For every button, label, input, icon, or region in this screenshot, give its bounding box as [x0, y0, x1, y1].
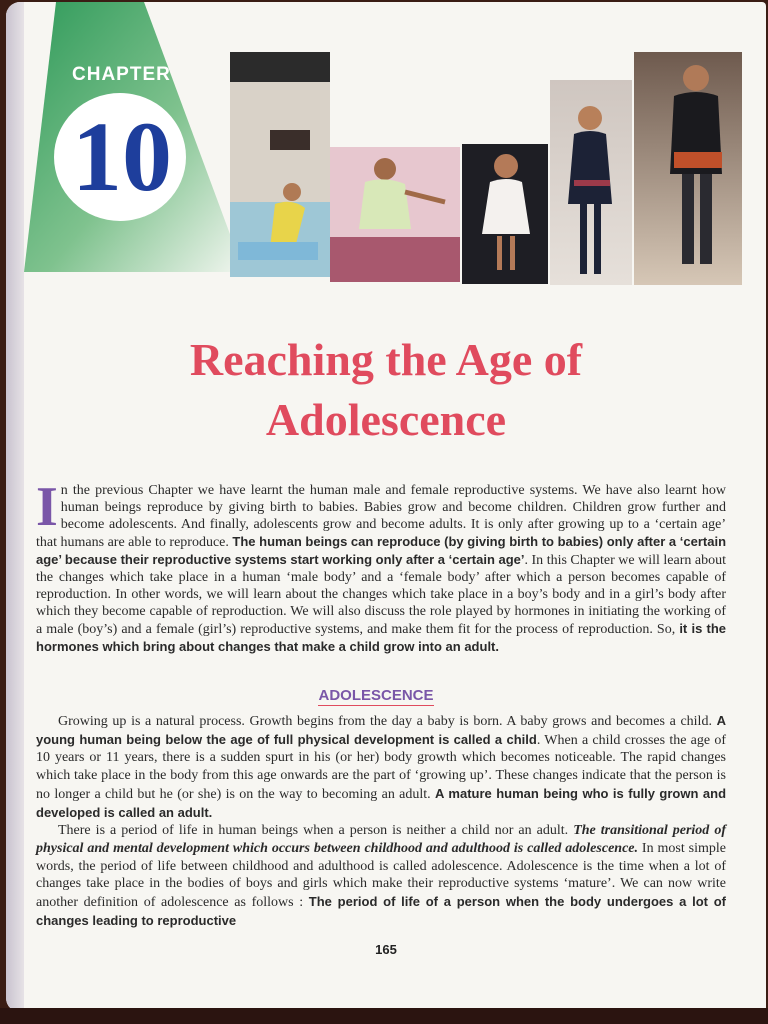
intro-paragraph: [36, 476, 727, 656]
intro-bold-1: The human beings can reproduce (by giving birth to babies) only after a ‘certain age’ because their reproductive systems start working only after a ‘certain age’: [36, 534, 727, 567]
intro-bold-2: it is the hormones which bring about changes that make a child grow into an adult.: [36, 621, 726, 654]
photo-young-girl: [462, 144, 548, 284]
photo-toddler: [330, 147, 460, 282]
chapter-number: 10: [72, 101, 172, 212]
chapter-title: [76, 330, 696, 450]
page-number: 165: [375, 942, 397, 957]
photo-girl: [550, 80, 632, 285]
p2-definition: The transitional period of physical and mental development which occurs between childhood and adulthood is called adolescence.: [36, 823, 727, 856]
growth-photo-strip: [230, 52, 742, 287]
paragraph-growing-up: [36, 712, 726, 822]
p2-bold: The period of life of a person when the body undergoes a lot of changes leading to reproductive: [36, 894, 727, 928]
p1-bold-2: A mature human being who is fully grown and developed is called an adult.: [36, 785, 727, 820]
chapter-badge: [16, 2, 244, 292]
textbook-page: [6, 2, 766, 1012]
drop-cap: I: [36, 476, 58, 538]
p1-text-1: Growing up is a natural process. Growth begins from the day a baby is born. A baby grows and becomes a child.: [58, 714, 717, 729]
p1-text-2: . When a child crosses the age of 10 years or 11 years, there is a sudden spurt in his (or her) body growth which becomes noticeable. The rapid changes which take place in the body from this age onwards are the part of ‘growing up’. These changes indicate that the person is no longer a child but he (or she) is on the way to becoming an adult.: [36, 732, 726, 802]
intro-text-1: n the previous Chapter we have learnt the human male and female reproductive systems. We have also learnt how human beings reproduce by giving birth to babies. Babies grow and become children. Children grow further and become adolescents. And finally, adolescents grow and become adults. It is only after growing up to a ‘certain age’ that humans are able to reproduce.: [36, 483, 726, 550]
p1-bold-1: A young human being below the age of full physical development is called a child: [36, 713, 726, 747]
photo-adolescent: [634, 52, 742, 285]
photo-baby: [230, 52, 330, 277]
p2-text-1: There is a period of life in human beings when a person is neither a child nor an adult.: [58, 823, 574, 839]
section-body: [36, 712, 726, 930]
paragraph-adolescence: [36, 822, 726, 930]
section-heading: [206, 687, 546, 704]
chapter-title-line-1: Reaching the Age of: [189, 334, 583, 385]
p2-text-2: In most simple words, the period of life between childhood and adulthood is called adolescence. Adolescence is the time when a lot of changes take place in the bodies of boys and girls which make their reproductive systems ‘mature’. We can now write another definition of adolescence as follows :: [36, 840, 726, 911]
chapter-title-line-2: Adolescence: [265, 394, 507, 445]
intro-text-2: . In this Chapter we will learn about the changes which take place in a human ‘male body’ and a ‘female body’ after which a person becomes capable of reproduction. In other words, we will learn about the changes which take place in a boy’s body and in a girl’s body after which they become capable of reproduction. We will also discuss the role played by hormones in initiating the working of a male (boy’s) and a female (girl’s) reproductive systems, and make them fit for the process of reproduction. So,: [36, 553, 726, 637]
chapter-label: CHAPTER: [72, 64, 171, 85]
section-heading-text: ADOLESCENCE: [318, 687, 434, 704]
background-edge: [0, 1008, 768, 1024]
